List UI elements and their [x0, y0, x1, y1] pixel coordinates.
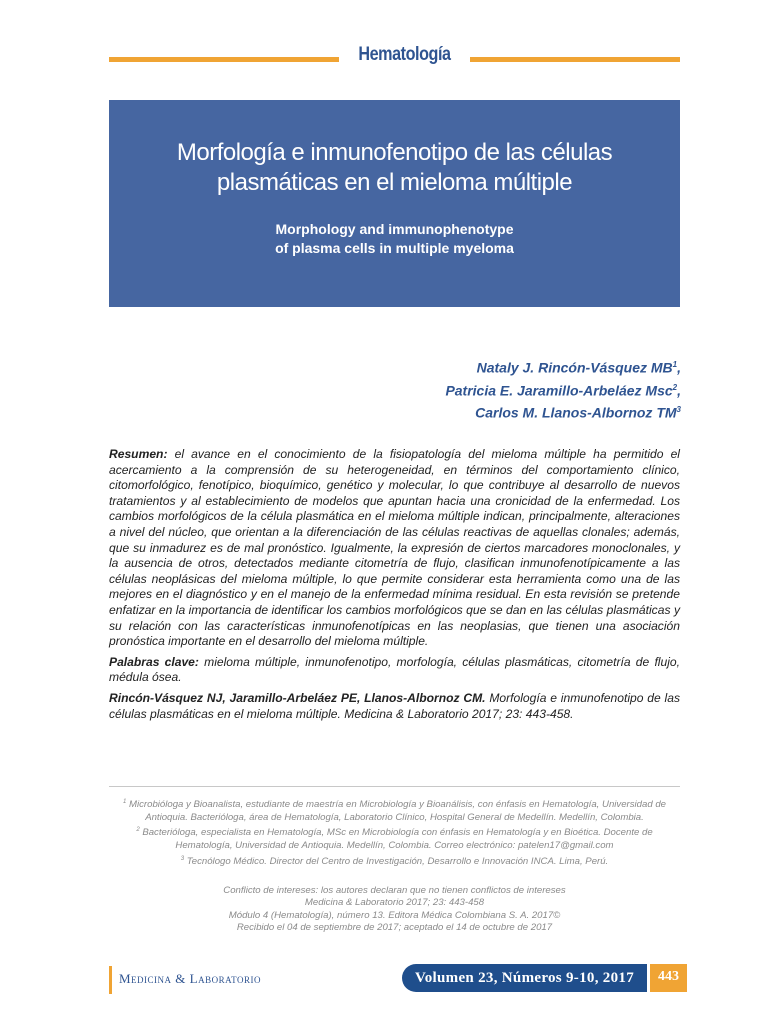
keywords-text: mieloma múltiple, inmunofenotipo, morfología, células plasmáticas, citometría de flujo, médula ósea.: [109, 654, 680, 685]
title-english-line2: of plasma cells in multiple myeloma: [275, 240, 514, 256]
footnote: $^1$ Microbióloga y Bioanalista, estudiante de maestría en Microbiología y Bioanálisis, con énfasis en Hematología, Universidad de Antioquia. Bacterióloga, área de Hematología, Laboratorio Clínico, Hospital General de Medellín. Medellín, Colombia.: [122, 799, 667, 823]
footnotes: [109, 796, 680, 869]
conflict-line: Módulo 4 (Hematología), número 13. Editora Médica Colombiana S. A. 2017©: [228, 909, 561, 921]
citation: [109, 691, 680, 722]
keywords-label: Palabras clave:: [109, 654, 199, 669]
journal-name: Medicina & Laboratorio: [119, 971, 261, 986]
page-number: 443: [650, 964, 687, 992]
author: Patricia E. Jaramillo-Arbeláez Msc$^2$,: [445, 382, 681, 399]
title-english: [129, 220, 660, 258]
conflict-line: Conflicto de intereses: los autores declaran que no tienen conflictos de intereses: [223, 885, 566, 896]
journal-accent-bar: [109, 966, 112, 994]
section-header: [109, 44, 680, 72]
footnote: $^3$ Tecnólogo Médico. Director del Centro de Investigación, Desarrollo e Innovación INCA. Lima, Perú.: [180, 855, 609, 867]
footnote: $^2$ Bacterióloga, especialista en Hematología, MSc en Microbiología con énfasis en Hematología y en Bioética. Docente de Hematología, Universidad de Antioquia. Medellín, Colombia. Correo electrónico: patelen17@gmail.com: [136, 827, 653, 852]
abstract-body: [109, 447, 680, 650]
title-box: [109, 100, 680, 307]
abstract: [109, 447, 680, 727]
author: Nataly J. Rincón-Vásquez $MB^1$,: [476, 359, 681, 376]
section-rule-right: [470, 57, 680, 62]
section-title: Hematología: [358, 44, 451, 65]
footnote-divider: [109, 786, 680, 787]
volume-badge: Volumen 23, Números 9-10, 2017: [402, 964, 647, 992]
section-rule-left: [109, 57, 339, 62]
title-english-line1: Morphology and immunophenotype: [275, 221, 514, 237]
title-spanish-line2: plasmáticas en el mieloma múltiple: [216, 169, 573, 196]
conflict-line: Medicina & Laboratorio 2017; 23: 443-458: [304, 897, 485, 909]
author: Carlos M. Llanos-Albornoz $TM^3$: [475, 404, 681, 421]
abstract-text: el avance en el conocimiento de la fisiopatología del mieloma múltiple ha permitido el acercamiento a la comprensión de su heterogeneidad, en términos del comportamiento clínico, citomorfológico, fenotípico, bioquímico, genético y molecular, lo que contribuye al desarrollo de nuevos tratamientos y al establecimiento de modelos que apuntan hacia una cronicidad de la enfermedad. Los cambios morfológicos de la célula plasmática en el mieloma múltiple indican, principalmente, alteraciones a nivel del núcleo, que orientan a la diferenciación de las células reactivas de aquellas clonales; además, que su inmadurez es de mal pronóstico. Igualmente, la expresión de ciertos marcadores monoclonales, y la ausencia de otros, detectados mediante citometría de flujo, clasifican inmunofenotípicamente a las células neoplásicas del mieloma múltiple, lo que permite considerar esta herramienta como una de las mejores en el diagnóstico y en el manejo de la enfermedad mínima residual. En esta revisión se pretende enfatizar en la importancia de identificar los cambios morfológicos que se dan en las células plasmáticas y su relación con las características inmunofenotípicas en las neoplasias, que tienen una asociación pronóstica importante en el desarrollo del mieloma múltiple.: [109, 447, 680, 649]
conflict-line: Recibido el 04 de septiembre de 2017; aceptado el 14 de octubre de 2017: [236, 922, 553, 934]
title-spanish-line1: Morfología e inmunofenotipo de las células: [176, 139, 613, 166]
citation-text: Morfología e inmunofenotipo de las células plasmáticas en el mieloma múltiple. Medicina & Laboratorio 2017; 23: 443-458.: [109, 690, 680, 721]
author-list: [445, 355, 681, 423]
abstract-label: Resumen:: [109, 447, 168, 461]
keywords: [109, 655, 680, 686]
title-spanish: [129, 138, 660, 198]
citation-authors: Rincón-Vásquez NJ, Jaramillo-Arbeláez PE, Llanos-Albornoz CM.: [109, 690, 486, 705]
conflict-info: [109, 885, 680, 935]
